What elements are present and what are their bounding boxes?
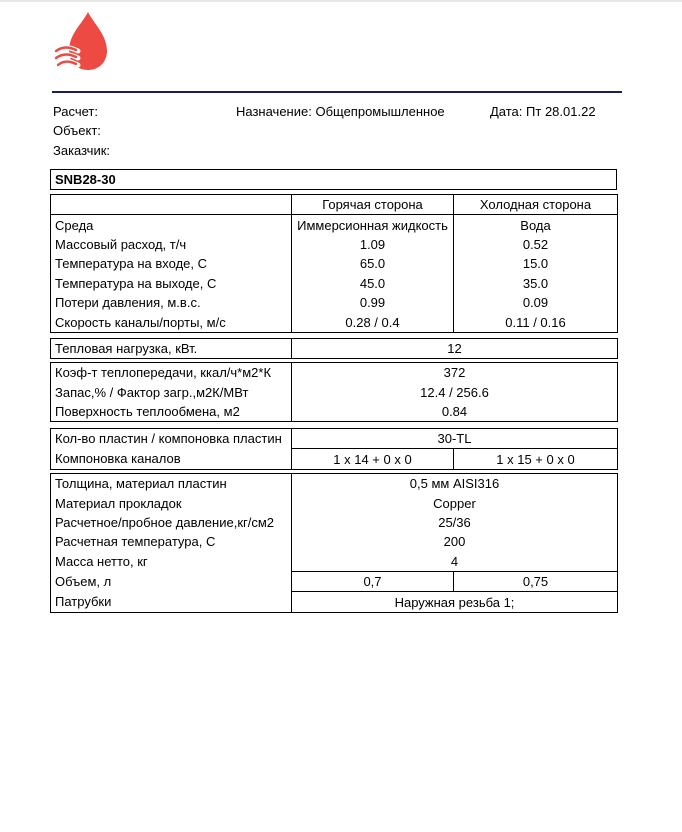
nozzle-value: Наружная резьба 1; [292, 592, 618, 612]
design-temp-value: 200 [292, 532, 618, 551]
param-hot: 1.09 [292, 235, 454, 254]
param-hot: 0.99 [292, 293, 454, 312]
param-row [51, 274, 618, 293]
side-header-row [51, 195, 618, 215]
purpose-value: Общепромышленное [315, 104, 445, 119]
gasket-value: Copper [292, 493, 618, 512]
top-strip [0, 0, 682, 2]
param-row [51, 235, 618, 254]
channels-hot: 1 x 14 + 0 x 0 [292, 449, 454, 469]
param-hot: 65.0 [292, 254, 454, 273]
volume-cold: 0,75 [454, 571, 618, 591]
channels-cold: 1 x 15 + 0 x 0 [454, 449, 618, 469]
mass-value: 4 [292, 552, 618, 572]
header-rule [52, 91, 622, 93]
param-row [51, 215, 618, 235]
heat-load-label: Тепловая нагрузка, кВт. [51, 339, 292, 359]
date-label: Дата: [490, 104, 523, 119]
param-label: Массовый расход, т/ч [51, 235, 292, 254]
param-cold: 35.0 [454, 274, 618, 293]
thickness-label: Толщина, материал пластин [51, 474, 292, 494]
purpose-label: Назначение: [236, 104, 312, 119]
calc-label: Расчет: [53, 104, 98, 119]
thickness-value: 0,5 мм AISI316 [292, 474, 618, 494]
margin-value: 12.4 / 256.6 [292, 382, 618, 401]
mass-label: Масса нетто, кг [51, 552, 292, 572]
param-label: Потери давления, м.в.с. [51, 293, 292, 312]
gasket-label: Материал прокладок [51, 493, 292, 512]
cold-side-header: Холодная сторона [454, 195, 618, 215]
plate-count-label: Кол-во пластин / компоновка пластин [51, 429, 292, 449]
hot-side-header: Горячая сторона [292, 195, 454, 215]
param-row [51, 293, 618, 312]
param-cold: 0.09 [454, 293, 618, 312]
plate-count-value: 30-TL [292, 429, 618, 449]
date-line [490, 103, 596, 121]
htc-label: Коэф-т теплопередачи, ккал/ч*м2*К [51, 363, 292, 383]
param-label: Температура на входе, С [51, 254, 292, 273]
htc-value: 372 [292, 363, 618, 383]
param-row [51, 312, 618, 332]
volume-label: Объем, л [51, 571, 292, 591]
param-cold: 0.11 / 0.16 [454, 312, 618, 332]
param-label: Температура на выходе, С [51, 274, 292, 293]
param-row [51, 254, 618, 273]
volume-hot: 0,7 [292, 571, 454, 591]
pressure-label: Расчетное/пробное давление,кг/см2 [51, 513, 292, 532]
area-value: 0.84 [292, 402, 618, 422]
params-table [50, 194, 618, 333]
param-cold: 0.52 [454, 235, 618, 254]
model-table [50, 169, 617, 190]
customer-label: Заказчик: [53, 143, 111, 158]
param-label: Среда [51, 215, 292, 235]
heat-load-value: 12 [292, 339, 618, 359]
pressure-value: 25/36 [292, 513, 618, 532]
model-name: SNB28-30 [51, 170, 617, 190]
param-label: Скорость каналы/порты, м/с [51, 312, 292, 332]
param-cold: Вода [454, 215, 618, 235]
date-value: Пт 28.01.22 [526, 104, 596, 119]
plates-table [50, 428, 618, 470]
material-table [50, 473, 618, 613]
param-hot: 0.28 / 0.4 [292, 312, 454, 332]
param-cold: 15.0 [454, 254, 618, 273]
area-label: Поверхность теплообмена, м2 [51, 402, 292, 422]
param-hot: 45.0 [292, 274, 454, 293]
coef-table [50, 362, 618, 422]
nozzle-label: Патрубки [51, 592, 292, 612]
param-hot: Иммерсионная жидкость [292, 215, 454, 235]
object-label: Объект: [53, 123, 101, 138]
flame-drop-logo-icon [52, 10, 112, 72]
margin-label: Запас,% / Фактор загр.,м2К/МВт [51, 382, 292, 401]
design-temp-label: Расчетная температура, С [51, 532, 292, 551]
heat-load-table [50, 338, 618, 359]
purpose-line [236, 103, 445, 121]
channels-label: Компоновка каналов [51, 449, 292, 469]
